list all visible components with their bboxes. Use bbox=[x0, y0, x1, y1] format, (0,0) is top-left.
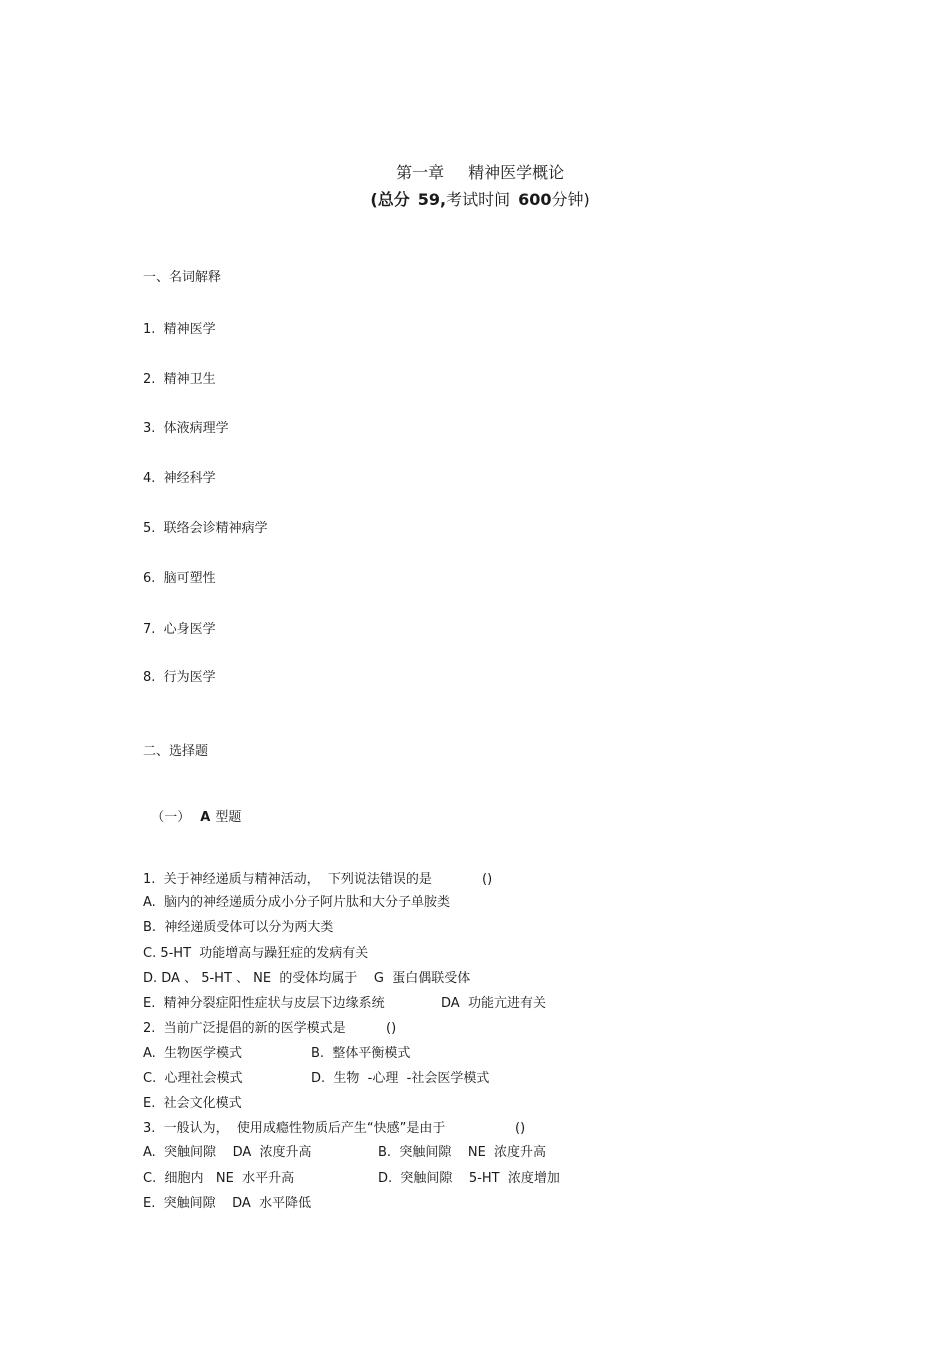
question-stem: 1. 关于神经递质与精神活动， 下列说法错误的是 bbox=[143, 872, 432, 887]
option-a: A. 脑内的神经递质分成小分子阿片肽和大分子单胺类 bbox=[143, 895, 451, 910]
subsection-type: A bbox=[200, 810, 211, 825]
option-a: A. 突触间隙 DA 浓度升高 bbox=[143, 1145, 312, 1160]
term-item: 4. 神经科学 bbox=[143, 471, 216, 486]
option-d: D. DA 、 5-HT 、 NE 的受体均属于 G 蛋白偶联受体 bbox=[143, 971, 471, 986]
option-b: B. 神经递质受体可以分为两大类 bbox=[143, 920, 334, 935]
term-item: 6. 脑可塑性 bbox=[143, 571, 216, 586]
answer-paren: () bbox=[386, 1021, 397, 1036]
term-item: 8. 行为医学 bbox=[143, 670, 216, 685]
exam-time: 600 bbox=[518, 190, 552, 209]
section2-heading: 二、选择题 bbox=[143, 744, 209, 759]
option-e: E. 精神分裂症阳性症状与皮层下边缘系统 bbox=[143, 996, 385, 1011]
option-e: E. 社会文化模式 bbox=[143, 1096, 242, 1111]
question-stem: 2. 当前广泛提倡的新的医学模式是 bbox=[143, 1021, 346, 1036]
option-d: D. 生物 -心理 -社会医学模式 bbox=[311, 1071, 490, 1086]
option-d: D. 突触间隙 5-HT 浓度增加 bbox=[378, 1171, 560, 1186]
chapter-number: 第一章 bbox=[396, 163, 445, 182]
question-stem: 3. 一般认为， 使用成瘾性物质后产生“快感”是由于 bbox=[143, 1121, 446, 1136]
option-c: C. 细胞内 NE 水平升高 bbox=[143, 1171, 295, 1186]
option-c: C. 心理社会模式 bbox=[143, 1071, 243, 1086]
score-open: (总分 bbox=[370, 190, 410, 209]
term-item: 5. 联络会诊精神病学 bbox=[143, 521, 268, 536]
time-unit: 分钟) bbox=[551, 190, 590, 209]
subsection-label: 型题 bbox=[215, 810, 242, 825]
answer-paren: () bbox=[482, 872, 493, 887]
subsection-number: （一） bbox=[151, 810, 191, 825]
total-score: 59, bbox=[417, 190, 447, 209]
exam-info bbox=[0, 170, 950, 210]
term-item: 1. 精神医学 bbox=[143, 322, 216, 337]
option-e-continued: DA 功能亢进有关 bbox=[441, 996, 546, 1011]
term-item: 3. 体液病理学 bbox=[143, 421, 229, 436]
time-label: 考试时间 bbox=[446, 190, 511, 209]
term-item: 2. 精神卫生 bbox=[143, 372, 216, 387]
section1-heading: 一、名词解释 bbox=[143, 270, 222, 285]
option-e: E. 突触间隙 DA 水平降低 bbox=[143, 1196, 312, 1211]
answer-paren: () bbox=[515, 1121, 526, 1136]
option-b: B. 整体平衡模式 bbox=[311, 1046, 411, 1061]
option-a: A. 生物医学模式 bbox=[143, 1046, 243, 1061]
option-c: C. 5-HT 功能增高与躁狂症的发病有关 bbox=[143, 946, 369, 961]
term-item: 7. 心身医学 bbox=[143, 622, 216, 637]
chapter-name: 精神医学概论 bbox=[468, 163, 565, 182]
option-b: B. 突触间隙 NE 浓度升高 bbox=[378, 1145, 547, 1160]
subsection-heading bbox=[143, 794, 241, 826]
